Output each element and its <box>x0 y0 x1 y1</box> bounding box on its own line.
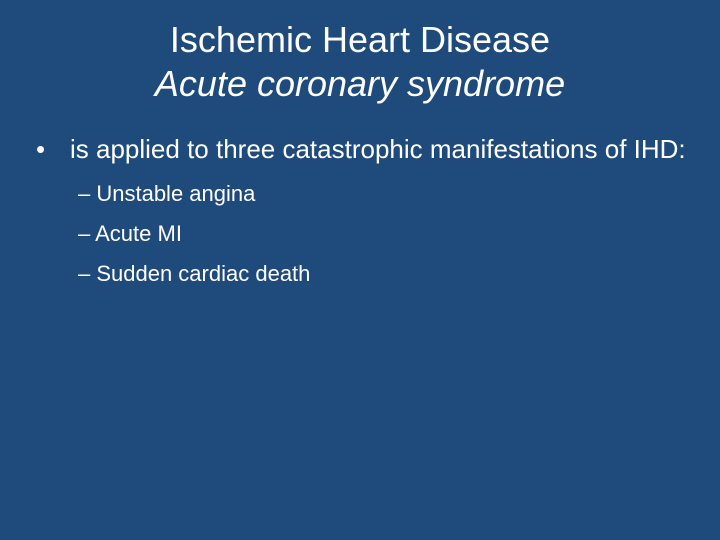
title-line-subtitle: Acute coronary syndrome <box>154 63 566 104</box>
bullet-item <box>36 132 696 166</box>
bullet-marker: • <box>36 134 46 164</box>
title-line-main: Ischemic Heart Disease <box>169 19 551 60</box>
sub-item-unstable-angina: – Unstable angina <box>78 181 256 206</box>
sub-item-sudden-cardiac-death: – Sudden cardiac death <box>78 261 311 286</box>
slide-title <box>0 18 720 106</box>
sub-list <box>36 180 696 288</box>
slide-body <box>36 132 696 300</box>
sub-item-acute-mi: – Acute MI <box>78 221 182 246</box>
bullet-text: is applied to three catastrophic manifestations of IHD: <box>70 134 686 164</box>
